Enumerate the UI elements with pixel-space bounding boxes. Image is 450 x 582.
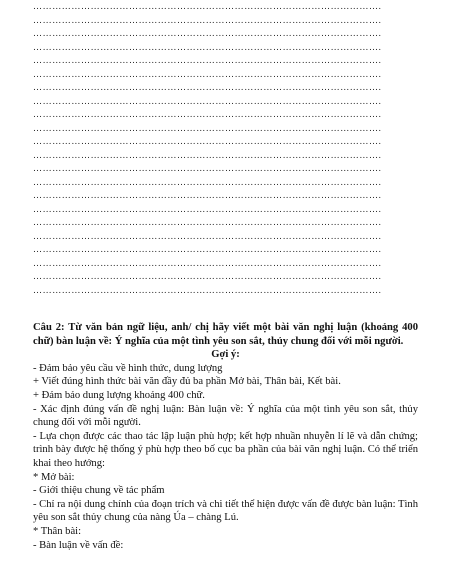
hint-line: - Đảm bảo yêu cầu về hình thức, dung lượng: [33, 362, 223, 374]
answer-line: ……………………………………………………………………………………………….: [33, 190, 382, 200]
question-text: Từ văn bản ngữ liệu, anh/ chị hãy viết một bài văn nghị luận (khoảng 400 chữ) bàn luận về: Ý nghĩa của một tình yêu son sắt, thủy chung đối với mỗi người.: [33, 322, 418, 347]
question-label: Câu 2:: [33, 322, 65, 333]
question-section: [33, 321, 418, 552]
answer-line: ……………………………………………………………………………………………….: [33, 122, 382, 133]
hint-line: + Viết đúng hình thức bài văn đầy đủ ba phần Mở bài, Thân bài, Kết bài.: [33, 376, 341, 388]
hint-line: - Chỉ ra nội dung chính của đoạn trích và chi tiết thể hiện được vấn đề được bàn luận: Tình yêu son sắt thủy chung của nàng Úa – chàng Lú.: [33, 498, 418, 524]
answer-line: ……………………………………………………………………………………………….: [33, 203, 382, 214]
answer-line: ……………………………………………………………………………………………….: [33, 95, 382, 106]
question-2: [33, 321, 418, 348]
hint-line: - Lựa chọn được các thao tác lập luận phù hợp; kết hợp nhuần nhuyễn lí lẽ và dẫn chứng; trình bày được hệ thống ý phù hợp theo bố cục ba phần của bài văn nghị luận. Có thể triển khai theo hướng:: [33, 430, 418, 469]
hint-line: * Thân bài:: [33, 525, 82, 537]
hint-line: - Bàn luận về vấn đề:: [33, 539, 124, 551]
answer-line: ……………………………………………………………………………………………….: [33, 217, 382, 227]
hint-list: [33, 362, 418, 552]
answer-lines: [33, 0, 418, 297]
answer-line: ……………………………………………………………………………………………….: [33, 230, 382, 241]
answer-line: ……………………………………………………………………………………………….: [33, 1, 382, 11]
hint-line: - Giới thiệu chung về tác phẩm: [33, 485, 165, 497]
hint-line: * Mở bài:: [33, 471, 75, 483]
answer-line: ……………………………………………………………………………………………….: [33, 14, 382, 25]
answer-line: ……………………………………………………………………………………………….: [33, 136, 382, 146]
answer-line: ……………………………………………………………………………………………….: [33, 149, 382, 160]
answer-line: ……………………………………………………………………………………………….: [33, 68, 382, 79]
answer-line: ……………………………………………………………………………………………….: [33, 176, 382, 187]
answer-line: ……………………………………………………………………………………………….: [33, 82, 382, 92]
answer-line: ……………………………………………………………………………………………….: [33, 28, 382, 38]
answer-line: ……………………………………………………………………………………………….: [33, 41, 382, 52]
answer-line: ……………………………………………………………………………………………….: [33, 257, 382, 268]
hint-title: Gợi ý:: [211, 349, 240, 361]
hint-line: - Xác định đúng vấn đề nghị luận: Bàn luận về: Ý nghĩa của một tình yêu son sắt, thủy chung đối với mỗi người.: [33, 403, 418, 429]
answer-line: ……………………………………………………………………………………………….: [33, 284, 382, 295]
hint-line: + Đảm bảo dung lượng khoảng 400 chữ.: [33, 389, 205, 401]
answer-line: ……………………………………………………………………………………………….: [33, 271, 382, 281]
answer-line: ……………………………………………………………………………………………….: [33, 163, 382, 173]
answer-line: ……………………………………………………………………………………………….: [33, 244, 382, 254]
answer-line: ……………………………………………………………………………………………….: [33, 109, 382, 119]
answer-line: ……………………………………………………………………………………………….: [33, 55, 382, 65]
